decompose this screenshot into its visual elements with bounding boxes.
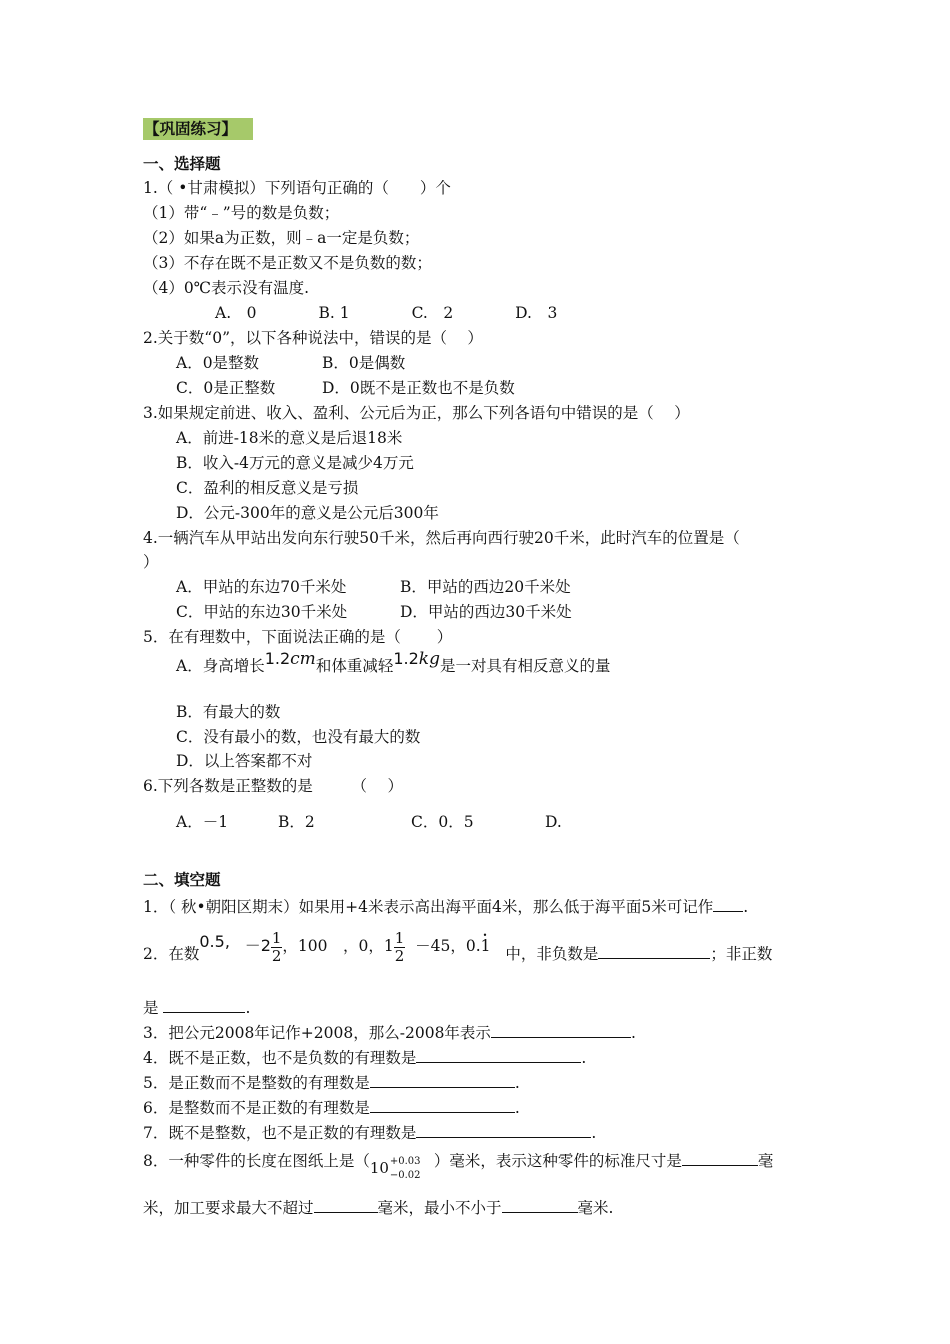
q6-option-a: A．－1	[176, 813, 229, 831]
fill-q5-end: .	[514, 1074, 520, 1092]
q4-stem-cont: ）	[143, 553, 159, 571]
fill-q4	[143, 1046, 586, 1068]
fill-q3-text: 3．把公元2008年记作+2008，那么-2008年表示	[143, 1024, 491, 1042]
fill-q5	[143, 1071, 520, 1093]
fill-q7-text: 7．既不是整数，也不是正数的有理数是	[143, 1124, 417, 1142]
fill-q1-text: 1．（ 秋•朝阳区期末）如果用+4米表示高出海平面4米，那么低于海平面5米可记作	[143, 898, 714, 916]
q6-option-c: C．0．5	[411, 813, 474, 831]
section-heading-highlight	[143, 118, 253, 140]
fill-q4-end: .	[581, 1049, 587, 1067]
q4-option-b: B．甲站的西边20千米处	[400, 578, 571, 596]
q5-unit-kg: kg	[418, 649, 440, 669]
q1-statement-4: （4）0℃表示没有温度.	[143, 279, 309, 297]
fill-q2-post: ；非正数	[710, 945, 773, 963]
fill-q8-blank-min[interactable]	[502, 1196, 578, 1213]
fill-q8-tolerance	[369, 1147, 434, 1181]
q5-value-2: 1.2	[393, 649, 419, 668]
fill-q6-blank[interactable]	[370, 1096, 515, 1113]
q5-option-a-post: 是一对具有相反意义的量	[439, 657, 611, 675]
fill-q8-blank-standard[interactable]	[682, 1149, 758, 1166]
fill-q1-blank[interactable]	[713, 895, 743, 912]
q3-stem: 3.如果规定前进、收入、盈利、公元后为正，那么下列各语句中错误的是（ ）	[143, 404, 690, 422]
fill-q8-line2-end: 毫米.	[577, 1199, 614, 1217]
q2-option-b: B．0是偶数	[322, 354, 406, 372]
fill-q2-line2	[143, 996, 250, 1018]
section2-title: 二、填空题	[143, 871, 221, 889]
q5-stem: 5．在有理数中，下面说法正确的是（ ）	[143, 628, 453, 646]
q2-option-a: A．0是整数	[176, 354, 260, 372]
fill-q2-line1	[143, 926, 772, 982]
fill-q2-repeating-digit: 1 •	[481, 918, 491, 974]
fill-q2-fraction-2: $\frac{1}{2}$	[394, 928, 405, 965]
fill-q2-fraction-1: $\frac{1}{2}$	[271, 928, 282, 965]
q1-statement-2: （2）如果a为正数，则﹣a一定是负数；	[143, 229, 420, 247]
fill-q8-blank-max[interactable]	[314, 1196, 378, 1213]
q1-statement-3: （3）不存在既不是正数又不是负数的数；	[143, 254, 432, 272]
tolerance-lower: −0.02	[389, 1170, 421, 1181]
fill-q8-line2-mid: 毫米，最小不小于	[377, 1199, 502, 1217]
q1-options: A. 0 B. 1 C. 2 D. 3	[215, 304, 558, 322]
heading-title: 【巩固练习】	[144, 120, 238, 138]
fill-q3-blank[interactable]	[491, 1021, 631, 1038]
q5-option-a	[176, 649, 611, 676]
fill-q3	[143, 1021, 636, 1043]
q3-option-b: B．收入-4万元的意义是减少4万元	[176, 454, 414, 472]
q4-option-c: C．甲站的东边30千米处	[176, 603, 348, 621]
fill-q8-line2-pre: 米，加工要求最大不超过	[143, 1199, 314, 1217]
fill-q2-num-neg2: －2	[244, 936, 271, 955]
fill-q2-blank-nonpos[interactable]	[163, 996, 245, 1013]
fill-q5-blank[interactable]	[370, 1071, 515, 1088]
fill-q4-blank[interactable]	[416, 1046, 581, 1063]
section1-title: 一、选择题	[143, 155, 221, 173]
fill-q4-text: 4．既不是正数，也不是负数的有理数是	[143, 1049, 417, 1067]
fill-q6-end: .	[514, 1099, 520, 1117]
fill-q3-end: .	[630, 1024, 636, 1042]
q6-stem: 6.下列各数是正整数的是 （ ）	[143, 777, 403, 795]
q3-option-a: A．前进-18米的意义是后退18米	[176, 429, 403, 447]
q4-stem: 4.一辆汽车从甲站出发向东行驶50千米，然后再向西行驶20千米，此时汽车的位置是（	[143, 529, 740, 547]
q3-option-c: C．盈利的相反意义是亏损	[176, 479, 359, 497]
q5-option-b: B．有最大的数	[176, 703, 281, 721]
q5-option-a-pre: A．身高增长	[176, 657, 265, 675]
tolerance-upper: +0.03	[389, 1156, 421, 1167]
fill-q2-num-0-5: 0.5,	[199, 932, 230, 951]
q4-option-d: D．甲站的西边30千米处	[400, 603, 572, 621]
q5-unit-cm: cm	[290, 649, 316, 669]
fill-q7-end: .	[591, 1124, 597, 1142]
fill-q2-pre: 2．在数	[143, 945, 200, 963]
q1-stem: 1.（ •甘肃模拟）下列语句正确的（ ）个	[143, 179, 451, 197]
q5-option-d: D．以上答案都不对	[176, 752, 313, 770]
q2-option-c: C．0是正整数	[176, 379, 276, 397]
fill-q6-text: 6．是整数而不是正数的有理数是	[143, 1099, 370, 1117]
q5-option-c: C．没有最小的数，也没有最大的数	[176, 728, 421, 746]
tolerance-base: 10	[369, 1159, 389, 1177]
fill-q8-pre: 8．一种零件的长度在图纸上是（	[143, 1152, 370, 1170]
q6-option-b: B．2	[278, 813, 315, 831]
q3-option-d: D．公元-300年的意义是公元后300年	[176, 504, 439, 522]
fill-q8-post: 毫	[757, 1152, 774, 1170]
fill-q5-text: 5．是正数而不是整数的有理数是	[143, 1074, 370, 1092]
q4-option-a: A．甲站的东边70千米处	[176, 578, 347, 596]
fill-q8-line2	[143, 1196, 613, 1218]
q5-value-1: 1.2	[264, 649, 291, 668]
q5-option-a-mid: 和体重减轻	[315, 657, 394, 675]
fill-q2-num-neg45: －45，0.	[415, 937, 481, 955]
fill-q2-line2-pre: 是	[143, 999, 159, 1017]
q1-statement-1: （1）带“﹣”号的数是负数；	[143, 204, 340, 222]
q2-stem: 2.关于数“0”，以下各种说法中，错误的是（ ）	[143, 329, 483, 347]
fill-q8-line1	[143, 1146, 774, 1181]
fill-q7	[143, 1121, 596, 1143]
q2-option-d: D．0既不是正数也不是负数	[322, 379, 515, 397]
fill-q6	[143, 1096, 520, 1118]
fill-q2-num-list: ，100 ，0，1	[282, 937, 394, 955]
q6-option-d: D.	[545, 813, 562, 831]
fill-q2-blank-nonneg[interactable]	[598, 942, 710, 959]
fill-q1-end: .	[743, 898, 749, 916]
fill-q1	[143, 895, 748, 917]
fill-q2-line2-end: .	[245, 999, 251, 1017]
fill-q7-blank[interactable]	[416, 1121, 591, 1138]
fill-q2-mid: 中，非负数是	[505, 945, 599, 963]
fill-q8-mid: ）毫米，表示这种零件的标准尺寸是	[433, 1152, 682, 1170]
